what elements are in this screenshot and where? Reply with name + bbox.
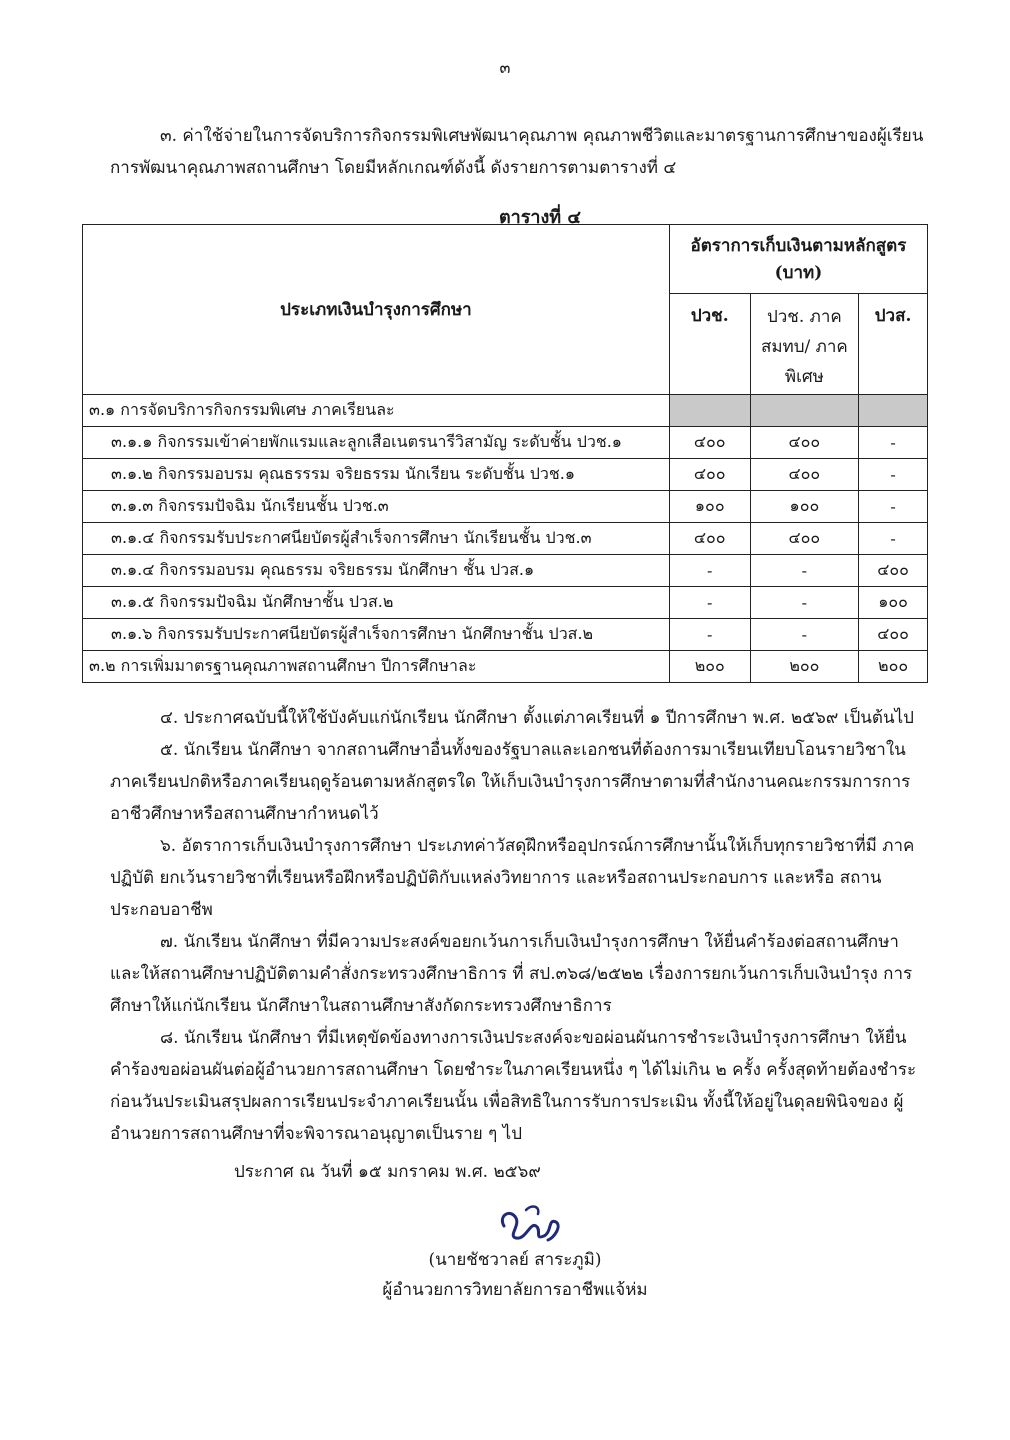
table-row: [83, 459, 928, 491]
section3-intro-line2: การพัฒนาคุณภาพสถานศึกษา โดยมีหลักเกณฑ์ดังนี้ ดังรายการตามตารางที่ ๔: [110, 158, 677, 178]
row-label: ๓.๑ การจัดบริการกิจกรรมพิเศษ ภาคเรียนละ: [83, 395, 670, 427]
row-pvs: -: [859, 523, 928, 555]
row-pvs: -: [859, 427, 928, 459]
table-row: [83, 491, 928, 523]
table-row: [83, 587, 928, 619]
section3-intro: [110, 120, 930, 184]
table-row: [83, 523, 928, 555]
row-pvc-special: ๑๐๐: [750, 491, 859, 523]
row-label: ๓.๑.๓ กิจกรรมปัจฉิม นักเรียนชั้น ปวช.๓: [83, 491, 670, 523]
table-caption: ตารางที่ ๔: [498, 207, 582, 228]
header-type-col: ประเภทเงินบำรุงการศึกษา: [83, 225, 670, 395]
row-pvs: ๒๐๐: [859, 651, 928, 683]
row-pvc-special: [750, 395, 859, 427]
signer-title: ผู้อำนวยการวิทยาลัยการอาชีพแจ้ห่ม: [382, 1280, 648, 1300]
row-pvc-special: -: [750, 587, 859, 619]
row-pvc-special: ๔๐๐: [750, 523, 859, 555]
row-pvs: ๑๐๐: [859, 587, 928, 619]
row-pvc-special: -: [750, 619, 859, 651]
header-col-pvs: ปวส.: [859, 294, 928, 395]
fee-table: [82, 224, 928, 683]
row-pvc: ๔๐๐: [669, 459, 750, 491]
table-row: [83, 395, 928, 427]
row-label: ๓.๒ การเพิ่มมาตรฐานคุณภาพสถานศึกษา ปีการศึกษาละ: [83, 651, 670, 683]
table-row: [83, 619, 928, 651]
row-pvs: -: [859, 459, 928, 491]
header-rate-title: อัตราการเก็บเงินตามหลักสูตร (บาท): [669, 225, 927, 294]
row-pvc-special: -: [750, 555, 859, 587]
row-pvc: -: [669, 619, 750, 651]
row-pvc: -: [669, 555, 750, 587]
row-label: ๓.๑.๒ กิจกรรมอบรม คุณธรรรม จริยธรรม นักเรียน ระดับชั้น ปวช.๑: [83, 459, 670, 491]
clause-5: ๕. นักเรียน นักศึกษา จากสถานศึกษาอื่นทั้งของรัฐบาลและเอกชนที่ต้องการมาเรียนเทียบโอนรายวิชาใน ภาคเรียนปกติหรือภาคเรียนฤดูร้อนตามหลักสูตรใด ให้เก็บเงินบำรุงการศึกษาตามที่สำนักงานคณะกรรมการการ อาชีวศึกษาหรือสถานศึกษากำหนดไว้: [110, 740, 911, 824]
header-col-pvc-special: ปวช. ภาคสมทบ/ ภาคพิเศษ: [750, 294, 859, 395]
clause-6: ๖. อัตราการเก็บเงินบำรุงการศึกษา ประเภทค่าวัสดุฝึกหรืออุปกรณ์การศึกษานั้นให้เก็บทุกรายวิชาที่มี ภาคปฏิบัติ ยกเว้นรายวิชาที่เรียนหรือฝึกหรือปฏิบัติกับแหล่งวิทยาการ และหรือสถานประกอบการ และหรือ สถานประกอบอาชีพ: [110, 836, 915, 920]
row-pvs: -: [859, 491, 928, 523]
row-pvs: [859, 395, 928, 427]
announce-date: ประกาศ ณ วันที่ ๑๕ มกราคม พ.ศ. ๒๕๖๙: [234, 1162, 541, 1182]
row-label: ๓.๑.๔ กิจกรรมอบรม คุณธรรม จริยธรรม นักศึกษา ชั้น ปวส.๑: [83, 555, 670, 587]
row-label: ๓.๑.๔ กิจกรรมรับประกาศนียบัตรผู้สำเร็จการศึกษา นักเรียนชั้น ปวช.๓: [83, 523, 670, 555]
table-row: [83, 651, 928, 683]
row-pvc-special: ๒๐๐: [750, 651, 859, 683]
row-pvs: ๔๐๐: [859, 619, 928, 651]
row-pvc: -: [669, 587, 750, 619]
row-pvc: ๔๐๐: [669, 523, 750, 555]
row-pvs: ๔๐๐: [859, 555, 928, 587]
clauses: [110, 702, 930, 1150]
row-pvc-special: ๔๐๐: [750, 427, 859, 459]
clause-4: ๔. ประกาศฉบับนี้ให้ใช้บังคับแก่นักเรียน นักศึกษา ตั้งแต่ภาคเรียนที่ ๑ ปีการศึกษา พ.ศ. ๒๕๖๙ เป็นต้นไป: [160, 708, 914, 728]
section3-intro-line1: ๓. ค่าใช้จ่ายในการจัดบริการกิจกรรมพิเศษพัฒนาคุณภาพ คุณภาพชีวิตและมาตรฐานการศึกษาของผู้เรียน: [160, 126, 924, 146]
row-pvc: ๒๐๐: [669, 651, 750, 683]
header-col-pvc: ปวช.: [669, 294, 750, 395]
page-number: ๓: [499, 58, 511, 77]
signer-name: (นายชัชวาลย์ สาระภูมิ): [428, 1250, 602, 1270]
table-row: [83, 555, 928, 587]
row-label: ๓.๑.๕ กิจกรรมปัจฉิม นักศึกษาชั้น ปวส.๒: [83, 587, 670, 619]
row-pvc: ๔๐๐: [669, 427, 750, 459]
clause-8: ๘. นักเรียน นักศึกษา ที่มีเหตุขัดข้องทางการเงินประสงค์จะขอผ่อนผันการชำระเงินบำรุงการศึกษา ให้ยื่น คำร้องขอผ่อนผันต่อผู้อำนวยการสถานศึกษา โดยชำระในภาคเรียนหนึ่ง ๆ ได้ไม่เกิน ๒ ครั้ง ครั้งสุดท้ายต้องชำระ ก่อนวันประเมินสรุปผลการเรียนประจำภาคเรียนนั้น เพื่อสิทธิในการรับการประเมิน ทั้งนี้ให้อยู่ในดุลยพินิจของ ผู้อำนวยการสถานศึกษาที่จะพิจารณาอนุญาตเป็นราย ๆ ไป: [110, 1028, 917, 1144]
row-label: ๓.๑.๖ กิจกรรมรับประกาศนียบัตรผู้สำเร็จการศึกษา นักศึกษาชั้น ปวส.๒: [83, 619, 670, 651]
row-pvc-special: ๔๐๐: [750, 459, 859, 491]
clause-7: ๗. นักเรียน นักศึกษา ที่มีความประสงค์ขอยกเว้นการเก็บเงินบำรุงการศึกษา ให้ยื่นคำร้องต่อสถานศึกษา และให้สถานศึกษาปฏิบัติตามคำสั่งกระทรวงศึกษาธิการ ที่ สป.๓๖๘/๒๕๒๒ เรื่องการยกเว้นการเก็บเงินบำรุง การศึกษาให้แก่นักเรียน นักศึกษาในสถานศึกษาสังกัดกระทรวงศึกษาธิการ: [110, 932, 913, 1016]
row-pvc: [669, 395, 750, 427]
row-pvc: ๑๐๐: [669, 491, 750, 523]
row-label: ๓.๑.๑ กิจกรรมเข้าค่ายพักแรมและลูกเสือเนตรนารีวิสามัญ ระดับชั้น ปวช.๑: [83, 427, 670, 459]
table-row: [83, 427, 928, 459]
signature-image: [496, 1196, 566, 1246]
